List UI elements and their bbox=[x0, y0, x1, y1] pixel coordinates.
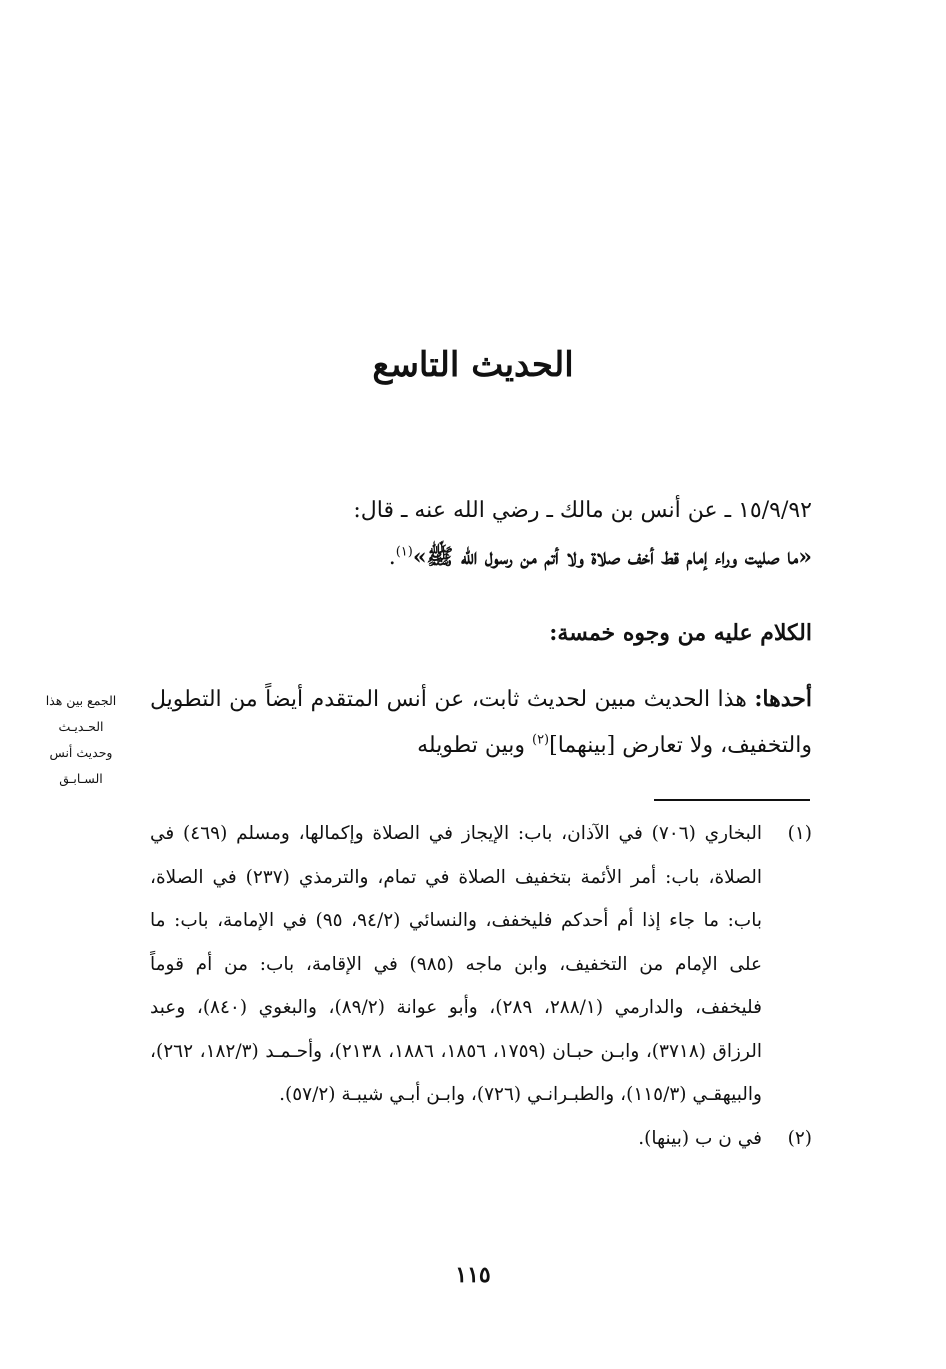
chapter-title: الحديث التاسع bbox=[372, 345, 574, 385]
first-point-continuation: وبين تطويله bbox=[417, 733, 525, 758]
hadith-number: ١٥/٩/٩٢ bbox=[738, 498, 812, 523]
discussion-heading: الكلام عليه من وجوه خمسة: bbox=[549, 620, 812, 646]
first-point-paragraph bbox=[150, 676, 812, 769]
footnote-number: (١) bbox=[787, 823, 812, 844]
first-point-text: هذا الحديث مبين لحديث ثابت، عن أنس المتقدم أيضاً من التطويل والتخفيف، ولا تعارض [بينهما] bbox=[150, 687, 812, 758]
margin-note-line: السـابـق bbox=[59, 771, 103, 786]
margin-note-line: الجمع بين هذا bbox=[45, 693, 117, 708]
first-point-lead: أحدها: bbox=[754, 686, 812, 712]
footnote-ref-2[interactable]: (٢) bbox=[531, 732, 550, 748]
margin-note-line: الحـديـث bbox=[58, 719, 104, 734]
footnote-separator bbox=[654, 799, 810, 801]
margin-note bbox=[22, 688, 140, 792]
hadith-end: . bbox=[388, 545, 396, 570]
footnote-text: البخاري (٧٠٦) في الآذان، باب: الإيجاز في الصلاة وإكمالها، ومسلم (٤٦٩) في الصلاة، باب: أمر الأئمة بتخفيف الصلاة في تمام، والترمذي (٢٣٧) في الصلاة، باب: ما جاء إذا أم أحدكم فليخفف، والنسائي (٩٤/٢، ٩٥) في الإمامة، باب: ما على الإمام من التخفيف، وابن ماجه (٩٨٥) في الإقامة، باب: من أم قوماً فليخفف، والدارمي (٢٨٨/١، ٢٨٩)، وأبو عوانة (٨٩/٢)، والبغوي (٨٤٠)، وعبد الرزاق (٣٧١٨)، وابـن حبـان (١٧٥٩، ١٨٥٦، ١٨٨٦، ٢١٣٨)، وأحـمـد (١٨٢/٣، ٢٦٢)، والبيهقـي (١١٥/٣)، والطبـرانـي (٧٢٦)، وابـن أبـي شيبـة (٥٧/٢). bbox=[150, 823, 763, 1105]
margin-note-line: وحديث أنس bbox=[49, 745, 113, 760]
page-number: ١١٥ bbox=[455, 1262, 491, 1288]
footnotes bbox=[150, 812, 812, 1160]
footnote-text: في ن ب (بينها). bbox=[638, 1127, 762, 1149]
hadith-intro: ـ عن أنس بن مالك ـ رضي الله عنه ـ قال: bbox=[353, 498, 732, 523]
footnote-number: (٢) bbox=[787, 1127, 812, 1149]
hadith-block bbox=[150, 488, 812, 581]
footnote-item bbox=[150, 1117, 812, 1161]
footnote-ref-1[interactable]: (١) bbox=[395, 544, 413, 560]
footnote-item bbox=[150, 812, 812, 1117]
hadith-text: «ما صليت وراء إمام قط أخف صلاة ولا أتم من رسول الله ﷺ» bbox=[412, 544, 812, 570]
